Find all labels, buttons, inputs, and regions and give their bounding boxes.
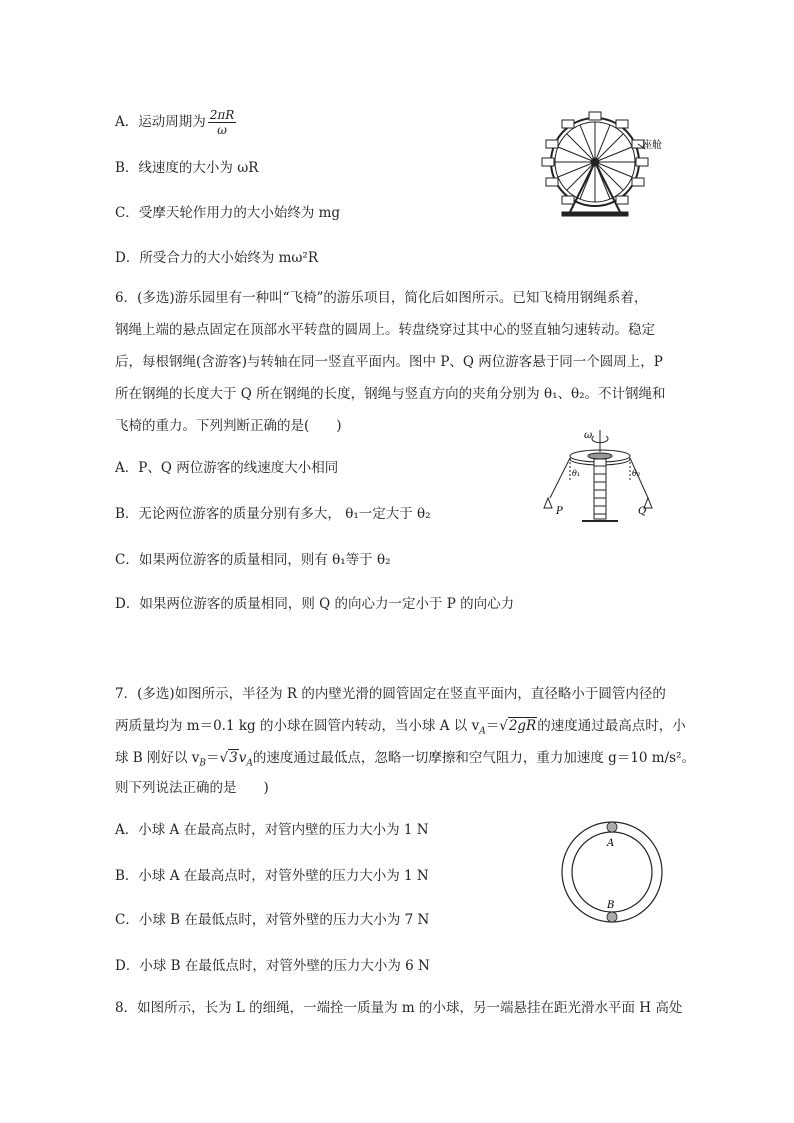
theta1-label: θ₁ [572,469,581,478]
q6-line-5: 飞椅的重力。下列判断正确的是( ) [115,418,342,434]
q7-line-2 [115,716,686,742]
q7-line-2-a: 两质量均为 m＝0.1 kg 的小球在圆管内转动，当小球 A 以 v [115,718,480,734]
q7-line-3-sub: B [199,758,207,769]
sqrt-2gR: √2gR [499,718,537,734]
theta2-label: θ₂ [632,469,641,478]
q8-line-1: 8．如图所示，长为 L 的细绳，一端拴一质量为 m 的小球，另一端悬挂在距光滑水平面 H 高处 [115,1000,683,1016]
sqrt-3-radicand: 3 [229,750,238,766]
q7-option-c: C．小球 B 在最低点时，对管外壁的压力大小为 7 N [115,912,430,928]
q7-option-d: D．小球 B 在最低点时，对管外壁的压力大小为 6 N [115,958,430,974]
q7-line-2-b: ＝ [485,718,500,734]
q5-option-b: B．线速度的大小为 ωR [115,160,259,176]
q7-line-3-a: 球 B 刚好以 v [115,750,200,766]
q-label: Q [638,506,647,517]
flying-chair-figure [538,426,666,526]
period-denominator: ω [217,123,227,137]
q7-line-2-c: 的速度通过最高点时，小 [537,718,686,734]
ball-b-label: B [607,900,615,911]
q7-line-1: 7．(多选)如图所示，半径为 R 的内壁光滑的圆管固定在竖直平面内，直径略小于圆管内径的 [115,686,666,702]
q6-line-3: 后，每根钢绳(含游客)与转轴在同一竖直平面内。图中 P、Q 两位游客悬于同一个圆周上，P [115,354,663,370]
ball-a-label: A [607,838,615,849]
q6-line-1: 6．(多选)游乐园里有一种叫“飞椅”的游乐项目，简化后如图所示。已知飞椅用钢绳系着， [115,290,648,306]
period-fraction [208,108,237,137]
q7-line-3-sub2: A [246,758,253,769]
q6-line-2: 钢绳上端的悬点固定在顶部水平转盘的圆周上。转盘绕穿过其中心的竖直轴匀速转动。稳定 [115,322,655,338]
q6-line-4: 所在钢绳的长度大于 Q 所在钢绳的长度，钢绳与竖直方向的夹角分别为 θ₁、θ₂。不计钢绳和 [115,386,666,402]
q6-option-b: B．无论两位游客的质量分别有多大， θ₁一定大于 θ₂ [115,506,431,522]
q6-option-a: A．P、Q 两位游客的线速度大小相同 [115,460,339,476]
ball-b [607,912,617,922]
q5-option-a [115,108,236,137]
q7-line-3-b: ＝ [206,750,220,766]
q6-option-d: D．如果两位游客的质量相同，则 Q 的向心力一定小于 P 的向心力 [115,596,515,612]
circular-tube-figure [558,818,668,928]
q7-line-3-d: 的速度通过最低点，忽略一切摩擦和空气阻力，重力加速度 g＝10 m/s²。 [252,750,695,766]
q5-option-c: C．受摩天轮作用力的大小始终为 mg [115,205,341,221]
sqrt-3: √3 [219,750,238,766]
q7-option-b: B．小球 A 在最高点时，对管外壁的压力大小为 1 N [115,868,429,884]
q7-line-2-sub: A [479,726,486,737]
cabin-label: 座舱 [642,140,662,151]
q7-line-3 [115,748,695,774]
ball-a [607,822,617,832]
q5-option-a-prefix: A．运动周期为 [115,114,206,130]
p-label: P [556,506,563,517]
q6-option-c: C．如果两位游客的质量相同，则有 θ₁等于 θ₂ [115,552,391,568]
q7-line-3-v: v [238,750,247,766]
q5-option-d: D．所受合力的大小始终为 mω²R [115,250,319,266]
q7-line-4: 则下列说法正确的是 ) [115,780,269,796]
sqrt-2gR-radicand: 2gR [508,718,537,734]
q7-option-a: A．小球 A 在最高点时，对管内壁的压力大小为 1 N [115,822,429,838]
period-numerator: 2πR [209,108,235,122]
ferris-wheel-figure [540,100,670,225]
omega-label: ω [584,430,593,441]
